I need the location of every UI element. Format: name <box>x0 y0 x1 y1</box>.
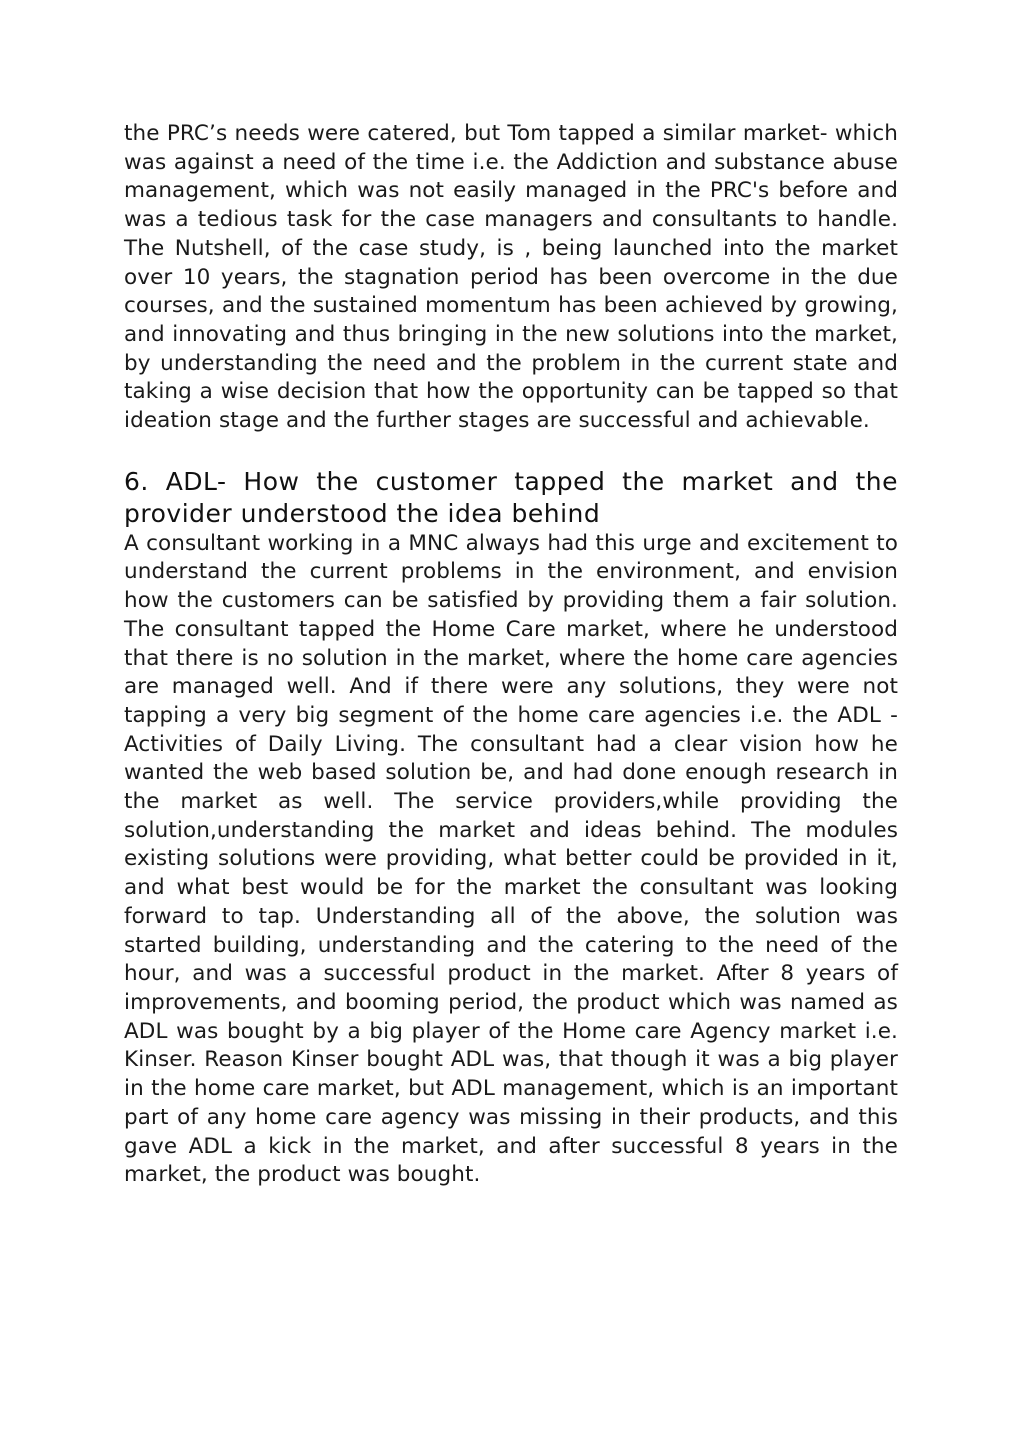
section-heading: 6. ADL- How the customer tapped the market and the provider understood the idea behind <box>124 466 898 528</box>
intro-paragraph: the PRC’s needs were catered, but Tom tapped a similar market- which was against a need of the time i.e. the Addiction and substance abuse management, which was not easily managed in the PRC's before and was a tedious task for the case managers and consultants to handle. The Nutshell, of the case study, is , being launched into the market over 10 years, the stagnation period has been overcome in the due courses, and the sustained momentum has been achieved by growing, and innovating and thus bringing in the new solutions into the market, by understanding the need and the problem in the current state and taking a wise decision that how the opportunity can be tapped so that ideation stage and the further stages are successful and achievable. <box>124 121 898 434</box>
document-page <box>124 120 898 1190</box>
section-paragraph: A consultant working in a MNC always had this urge and excitement to understand the current problems in the environment, and envision how the customers can be satisfied by providing them a fair solution. The consultant tapped the Home Care market, where he understood that there is no solution in the market, where the home care agencies are managed well. And if there were any solutions, they were not tapping a very big segment of the home care agencies i.e. the ADL - Activities of Daily Living. The consultant had a clear vision how he wanted the web based solution be, and had done enough research in the market as well. The service providers,while providing the solution,understanding the market and ideas behind. The modules existing solutions were providing, what better could be provided in it, and what best would be for the market the consultant was looking forward to tap. Understanding all of the above, the solution was started building, understanding and the catering to the need of the hour, and was a successful product in the market. After 8 years of improvements, and booming period, the product which was named as ADL was bought by a big player of the Home care Agency market i.e. Kinser. Reason Kinser bought ADL was, that though it was a big player in the home care market, but ADL management, which is an important part of any home care agency was missing in their products, and this gave ADL a kick in the market, and after successful 8 years in the market, the product was bought. <box>124 530 898 1188</box>
